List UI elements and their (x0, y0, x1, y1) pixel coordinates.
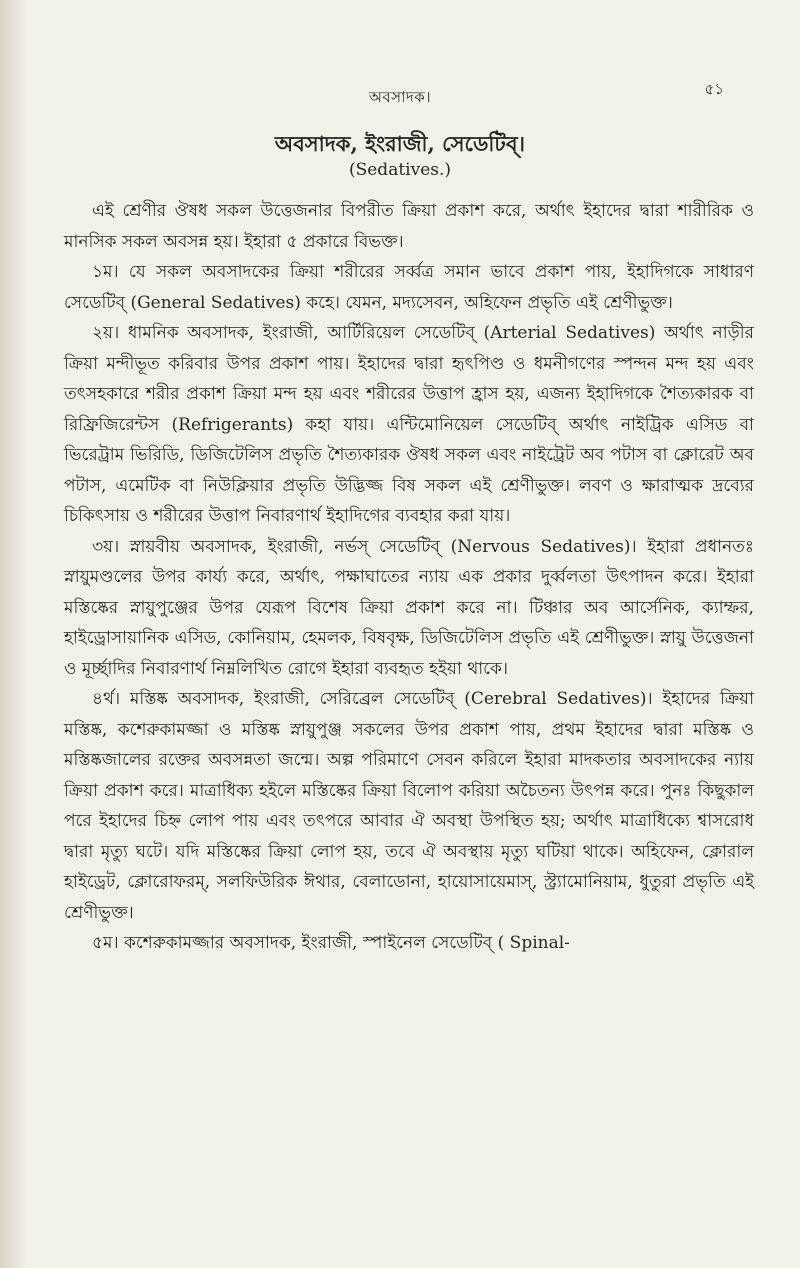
running-head: অবসাদক। (368, 88, 432, 106)
body-text (64, 196, 754, 959)
paragraph-intro: এই শ্রেণীর ঔষধ সকল উত্তেজনার বিপরীত ক্রিয়া প্রকাশ করে, অর্থাৎ ইহাদের দ্বারা শারীরিক ও মানসিক সকল অবসন্ন হয়। ইহারা ৫ প্রকারে বিভক্ত। (64, 201, 754, 252)
chapter-subtitle: (Sedatives.) (348, 160, 452, 180)
page-number: ৫১ (704, 80, 724, 98)
paragraph-arterial-sedatives: ২য়। ধামনিক অবসাদক, ইংরাজী, আর্টিরিয়েল সেডেটিব্‌ (Arterial Sedatives) অর্থাৎ নাড়ীর ক্রিয়া মন্দীভূত করিবার উপর প্রকাশ পায়। ইহাদের দ্বারা হৃৎপিণ্ড ও ধমনীগণের স্পন্দন মন্দ হয় এবং তৎসহকারে শরীর প্রকাশ ক্রিয়া মন্দ হয় এবং শরীরের উত্তাপ হ্রাস হয়, এজন্য ইহাদিগকে শৈত্যকারক বা রিফ্রিজিরেন্টস (Refrigerants) কহা যায়। এন্টিমোনিয়েল সেডেটিব্‌ অর্থাৎ নাইট্রিক এসিড বা ভিরেট্রাম ভিরিডি, ডিজিটেলিস প্রভৃতি শৈত্যকারক ঔষধ সকল এবং নাইট্রেট অব পটাস বা ক্লোরেট অব পটাস, এমেটিক বা নিউক্লিয়ার প্রভৃতি উদ্ভিজ্জ বিষ সকল এই শ্রেণীভুক্ত। লবণ ও ক্ষারাত্মক দ্রব্যের চিকিৎসায় ও শরীরের উত্তাপ নিবারণার্থ ইহাদিগের ব্যবহার করা যায়। (64, 323, 754, 526)
paragraph-cerebral-sedatives: ৪র্থ। মস্তিষ্ক অবসাদক, ইংরাজী, সেরিব্রেল সেডেটিব্‌ (Cerebral Sedatives)। ইহাদের ক্রিয়া মস্তিষ্ক, কশেরুকামজ্জা ও মস্তিষ্ক স্নায়ুপুঞ্জ সকলের উপর প্রকাশ পায়, প্রথম ইহাদের দ্বারা মস্তিষ্ক ও মস্তিষ্কজালের রক্তের অবসন্নতা জন্মে। অল্প পরিমাণে সেবন করিলে ইহারা মাদকতার অবসাদকের ন্যায় ক্রিয়া প্রকাশ করে। মাত্রাধিক্য হইলে মস্তিষ্কের ক্রিয়া বিলোপ করিয়া অচৈতন্য উৎপন্ন করে। পুনঃ কিছুকাল পরে ইহাদের চিহ্ন লোপ পায় এবং তৎপরে আবার ঐ অবস্থা উপস্থিত হয়; অর্থাৎ মাত্রাধিক্যে শ্বাসরোধ দ্বারা মৃত্যু ঘটে। যদি মস্তিষ্কের ক্রিয়া লোপ হয়, তবে ঐ অবস্থায় মৃত্যু ঘটিয়া থাকে। অহিফেন, ক্লোরাল হাইড্রেট, ক্লোরোফরম্‌, সলফিউরিক ঈথার, বেলাডোনা, হায়োসায়েমাস্‌, স্ট্র্যামোনিয়াম, ধুতুরা প্রভৃতি এই শ্রেণীভুক্ত। (64, 689, 754, 923)
binding-shadow (0, 0, 28, 1268)
paragraph-nervous-sedatives: ৩য়। স্নায়বীয় অবসাদক, ইংরাজী, নর্ভস্‌ সেডেটিব্‌ (Nervous Sedatives)। ইহারা প্রধানতঃ স্নায়ুমণ্ডলের উপর কার্য্য করে, অর্থাৎ, পক্ষাঘাতের ন্যায় এক প্রকার দুর্ব্বলতা উৎপাদন করে। ইহারা মস্তিষ্কের স্নায়ুপুঞ্জের উপর যেরূপ বিশেষ ক্রিয়া প্রকাশ করে না। টিঞ্চার অব আর্সেনিক, ক্যাম্ফর, হাইড্রোসায়ানিক এসিড, কোনিয়াম, হেমলক, বিষবৃক্ষ, ডিজিটেলিস প্রভৃতি এই শ্রেণীভুক্ত। স্নায়ু উত্তেজনা ও মূর্চ্ছাদির নিবারণার্থ নিম্নলিখিত রোগে ইহারা ব্যবহৃত হইয়া থাকে। (64, 536, 754, 679)
paragraph-spinal-sedatives: ৫ম। কশেরুকামজ্জার অবসাদক, ইংরাজী, স্পাইনেল সেডেটিব্‌ ( Spinal- (92, 933, 570, 953)
paragraph-general-sedatives: ১ম। যে সকল অবসাদকের ক্রিয়া শরীরের সর্ব্বত্র সমান ভাবে প্রকাশ পায়, ইহাদিগকে সাধারণ সেডেটিব্‌ (General Sedatives) কহে। যেমন, মদ্যসেবন, অহিফেন প্রভৃতি এই শ্রেণীভুক্ত। (64, 262, 754, 313)
chapter-title: অবসাদক, ইংরাজী, সেডেটিব্‌। (274, 131, 526, 156)
